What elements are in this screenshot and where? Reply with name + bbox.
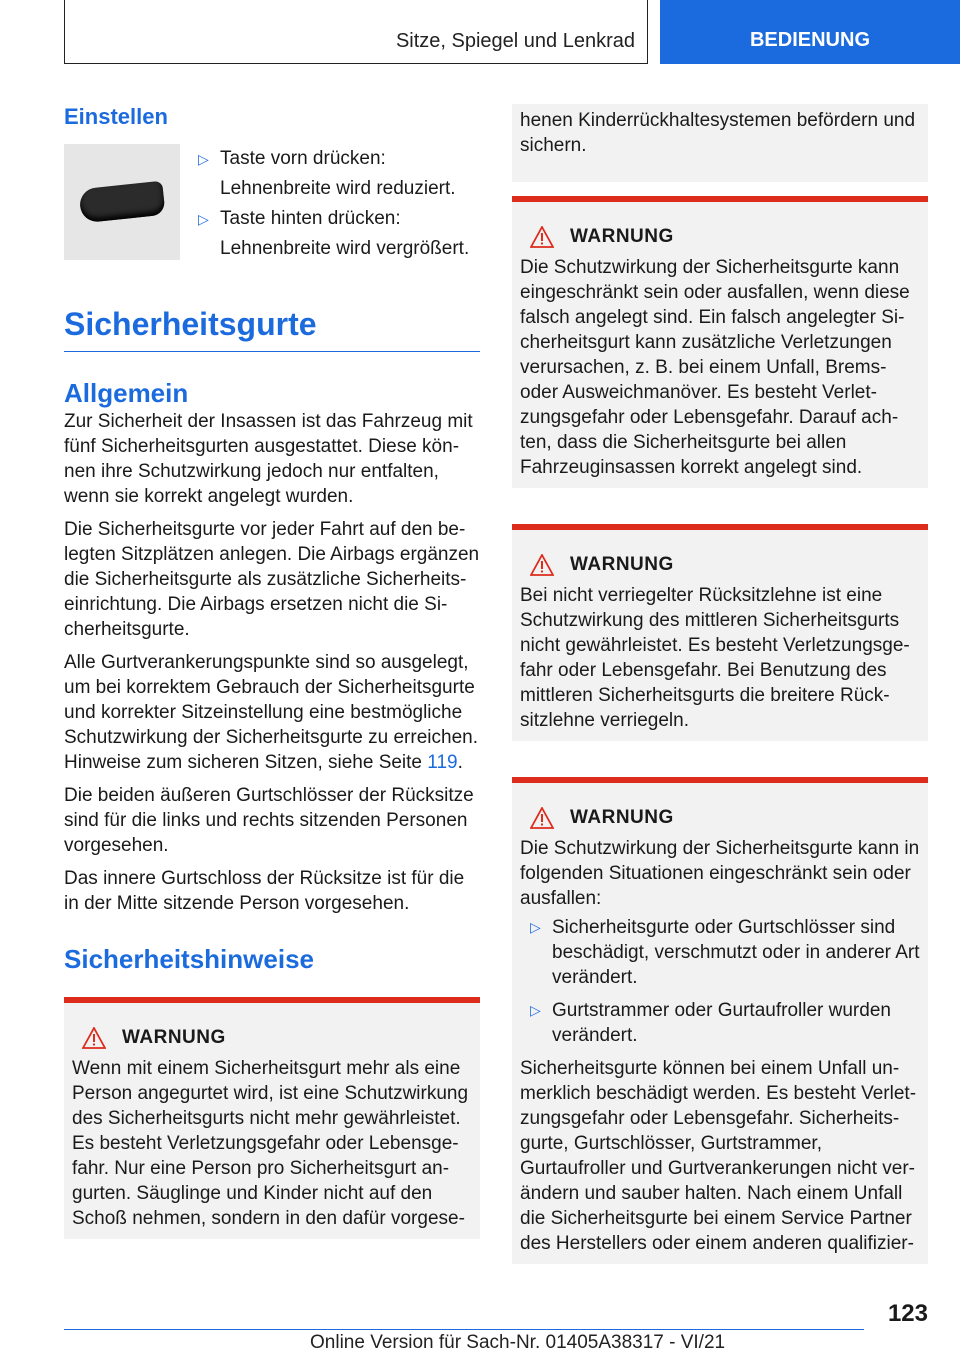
warning-box — [512, 777, 928, 1264]
einstellen-row — [64, 144, 480, 264]
paragraph-text: Alle Gurtverankerungspunkte sind so ausgelegt, um bei korrektem Gebrauch der Sicherheitsgurte und korrekter Sitzeinstellung eine bestmögliche Schutzwirkung der Sicherheitsgurte zu erreichen. Hinweise zum sicheren Sitzen, siehe Seite — [64, 652, 478, 773]
warning-header — [530, 224, 920, 249]
warning-intro: Die Schutzwirkung der Sicherheitsgurte kann in folgenden Situationen eingeschränkt sein oder ausfallen: — [520, 838, 920, 909]
warning-label: WARNUNG — [570, 226, 674, 247]
page-reference-link[interactable]: 119 — [427, 752, 458, 773]
paragraph — [64, 650, 480, 775]
warning-list — [520, 915, 920, 1048]
list-item — [198, 144, 469, 174]
warning-header — [530, 805, 920, 830]
paragraph-end: . — [457, 752, 463, 773]
list-item — [520, 915, 920, 990]
warning-label: WARNUNG — [122, 1027, 226, 1048]
seat-button-shape — [78, 181, 165, 224]
warning-box — [64, 997, 480, 1239]
hinweise-heading: Sicherheitshinweise — [64, 944, 314, 974]
allgemein-heading: Allgemein — [64, 378, 189, 408]
warning-triangle-icon — [530, 807, 554, 829]
triangle-right-icon: ▷ — [198, 211, 209, 227]
warning-text: Bei nicht verriegelter Rücksitzlehne ist eine Schutzwirkung des mittleren Sicherheitsgurts nicht gewährleistet. Es besteht Verletzungsgefahr oder Lebensgefahr. Bei Benutzung des mittleren Sicherheitsgurts die breitere Rücksitzlehne verriegeln. — [520, 585, 910, 731]
list-item — [198, 204, 469, 234]
paragraph: Das innere Gurtschloss der Rücksitze ist für die in der Mitte sitzende Person vorgesehen. — [64, 868, 465, 914]
triangle-right-icon: ▷ — [530, 919, 541, 935]
list-item — [520, 998, 920, 1048]
warning-text: henen Kinderrückhaltesystemen befördern und sichern. — [520, 110, 916, 156]
einstellen-list — [198, 144, 469, 264]
warning-text: Wenn mit einem Sicherheitsgurt mehr als eine Person angegurtet wird, ist eine Schutzwirkung des Sicherheitsgurts nicht mehr gewährleistet. Es besteht Verletzungsgefahr oder Lebensgefahr. Nur eine Person pro Sicherheitsgurt angurten. Säuglinge und Kinder nicht auf den Schoß nehmen, sondern in den dafür vorgese- — [72, 1058, 469, 1229]
page-number: 123 — [887, 1300, 928, 1327]
warning-header — [82, 1025, 472, 1050]
warning-box — [512, 196, 928, 488]
list-item-label: Taste hinten drücken: — [220, 208, 401, 229]
list-item-result: Lehnenbreite wird vergrößert. — [220, 238, 470, 259]
paragraph: Zur Sicherheit der Insassen ist das Fahrzeug mit fünf Sicherheitsgurten ausgestattet. Diese können ihre Schutzwirkung jedoch nur entfalten, wenn sie korrekt angelegt wurden. — [64, 411, 473, 507]
header-section-title: Sitze, Spiegel und Lenkrad — [395, 30, 635, 52]
warning-triangle-icon — [530, 554, 554, 576]
einstellen-heading: Einstellen — [64, 104, 168, 129]
paragraph: Die beiden äußeren Gurtschlösser der Rücksitze sind für die links und rechts sitzenden Personen vorgesehen. — [64, 785, 474, 856]
warning-label: WARNUNG — [570, 554, 674, 575]
list-item-text: Sicherheitsgurte oder Gurtschlösser sind beschädigt, verschmutzt oder in anderer Art verändert. — [552, 917, 920, 988]
header-chapter-tab: BEDIENUNG — [660, 0, 960, 64]
list-item-label: Taste vorn drücken: — [220, 148, 386, 169]
warning-triangle-icon — [82, 1027, 106, 1049]
triangle-right-icon: ▷ — [530, 1002, 541, 1018]
warning-header — [530, 552, 920, 577]
warning-continuation — [512, 104, 928, 182]
seat-button-image — [64, 144, 180, 260]
right-column — [512, 100, 928, 1264]
warning-text: Sicherheitsgurte können bei einem Unfall unmerklich beschädigt werden. Es besteht Verletzungsgefahr oder Lebensgefahr. Sicherheitsgurte, Gurtschlösser, Gurtstrammer, Gurtaufroller und Gurtverankerungen nicht verändern und sauber halten. Nach einem Unfall die Sicherheitsgurte bei einem Service Partner des Herstellers oder einem anderen qualifizier- — [520, 1058, 917, 1254]
warning-text: Die Schutzwirkung der Sicherheitsgurte kann eingeschränkt sein oder ausfallen, wenn diese falsch angelegt sind. Ein falsch angelegter Sicherheitsgurt kann zusätzliche Verletzungen verursachen, z. B. bei einem Unfall, Brems- oder Ausweichmanöver. Es besteht Verletzungsgefahr oder Lebensgefahr. Darauf achten, dass die Sicherheitsgurte bei allen Fahrzeuginsassen korrekt angelegt sind. — [520, 257, 910, 478]
left-column — [64, 100, 480, 1239]
list-item-text: Gurtstrammer oder Gurtaufroller wurden verändert. — [552, 1000, 891, 1046]
footer-text: Online Version für Sach-Nr. 01405A38317 - VI/21 — [310, 1332, 726, 1353]
paragraph: Die Sicherheitsgurte vor jeder Fahrt auf den belegten Sitzplätzen anlegen. Die Airbags ergänzen die Sicherheitsgurte als zusätzliche Sicherheitseinrichtung. Die Airbags ersetzen nicht die Sicherheitsgurte. — [64, 519, 480, 640]
warning-triangle-icon — [530, 226, 554, 248]
warning-label: WARNUNG — [570, 807, 674, 828]
list-item-result: Lehnenbreite wird reduziert. — [220, 178, 456, 199]
warning-box — [512, 524, 928, 741]
footer-divider — [64, 1329, 864, 1330]
section-title: Sicherheitsgurte — [64, 306, 480, 352]
triangle-right-icon: ▷ — [198, 151, 209, 167]
